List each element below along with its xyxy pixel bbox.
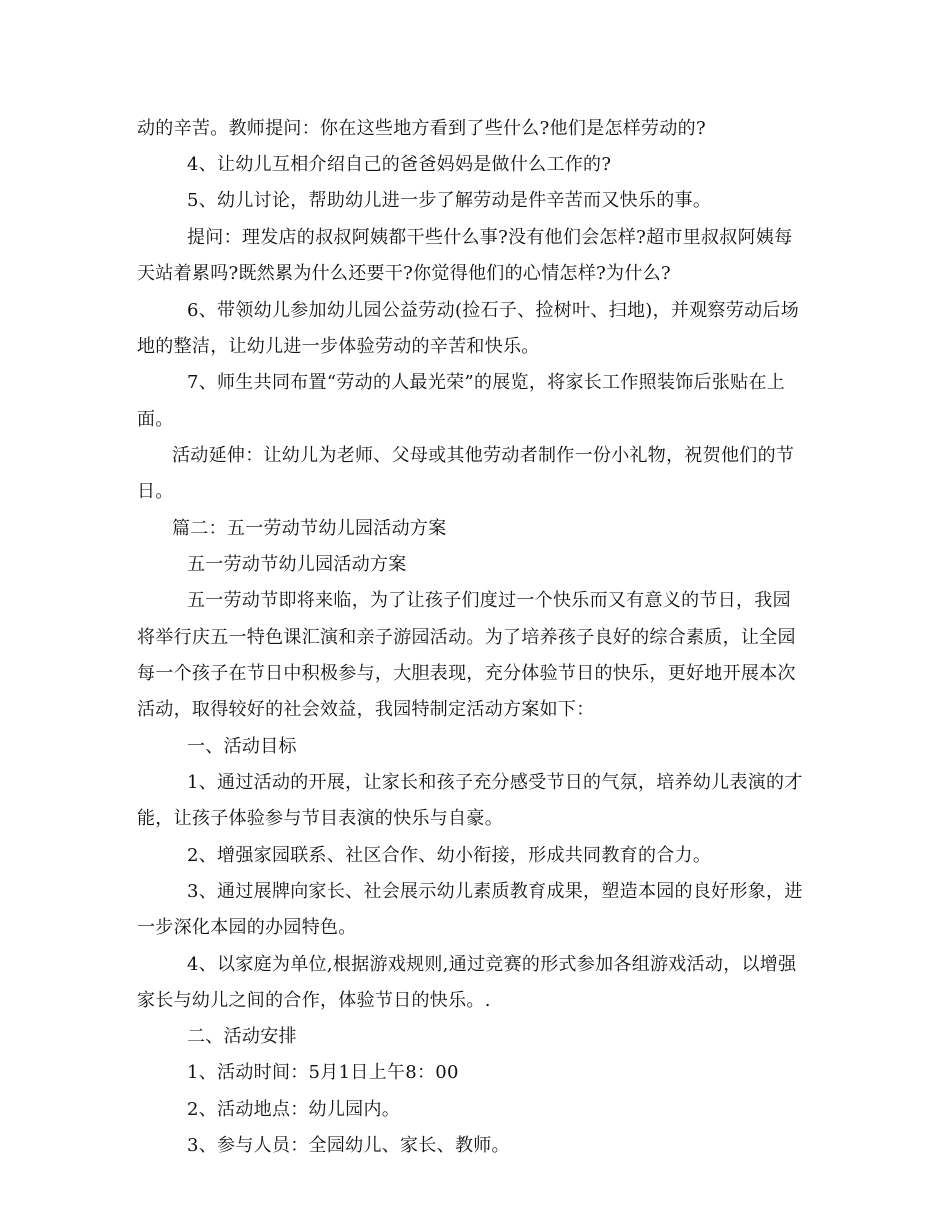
text-line: 面。: [137, 409, 174, 430]
text-line: 7、师生共同布置“劳动的人最光荣”的展览，将家长工作照装饰后张贴在上: [187, 372, 786, 393]
text-line: 5、幼儿讨论，帮助幼儿进一步了解劳动是件辛苦而又快乐的事。: [187, 190, 712, 211]
text-line: 能，让孩子体验参与节目表演的快乐与自豪。: [137, 808, 503, 829]
text-line: 天站着累吗?既然累为什么还要干?你觉得他们的心情怎样?为什么?: [137, 263, 671, 284]
section-title: 五一劳动节幼儿园活动方案: [187, 554, 407, 575]
text-line: 将举行庆五一特色课汇演和亲子游园活动。为了培养孩子良好的综合素质，让全园: [137, 627, 796, 648]
subheading: 一、活动目标: [187, 736, 297, 757]
text-line: 4、以家庭为单位,根据游戏规则,通过竞赛的形式参加各组游戏活动，以增强: [187, 954, 797, 975]
text-line: 活动，取得较好的社会效益，我园特制定活动方案如下：: [137, 699, 595, 720]
text-line: 2、活动地点：幼儿园内。: [187, 1099, 401, 1120]
text-line: 2、增强家园联系、社区合作、幼小衔接，形成共同教育的合力。: [187, 845, 712, 866]
text-line: 五一劳动节即将来临，为了让孩子们度过一个快乐而又有意义的节日，我园: [187, 590, 791, 611]
text-line: 6、带领幼儿参加幼儿园公益劳动(捡石子、捡树叶、扫地)，并观察劳动后场: [187, 300, 799, 321]
text-line: 地的整洁，让幼儿进一步体验劳动的辛苦和快乐。: [137, 336, 540, 357]
text-line: 日。: [137, 481, 174, 502]
text-line: 提问：理发店的叔叔阿姨都干些什么事?没有他们会怎样?超市里叔叔阿姨每: [187, 227, 793, 248]
text-line: 3、参与人员：全园幼儿、家长、教师。: [187, 1135, 510, 1156]
section-heading: 篇二：五一劳动节幼儿园活动方案: [172, 518, 447, 539]
text-line: 家长与幼儿之间的合作，体验节日的快乐。.: [137, 990, 491, 1011]
text-line: 1、活动时间：5月1日上午8：00: [187, 1062, 459, 1083]
text-line: 4、让幼儿互相介绍自己的爸爸妈妈是做什么工作的?: [187, 154, 612, 175]
text-line: 3、通过展牌向家长、社会展示幼儿素质教育成果，塑造本园的良好形象，进: [187, 881, 803, 902]
text-line: 1、通过活动的开展，让家长和孩子充分感受节日的气氛，培养幼儿表演的才: [187, 772, 803, 793]
text-line: 每一个孩子在节日中积极参与，大胆表现，充分体验节日的快乐，更好地开展本次: [137, 663, 796, 684]
text-line: 一步深化本园的办园特色。: [137, 917, 357, 938]
text-line: 动的辛苦。教师提问：你在这些地方看到了些什么?他们是怎样劳动的?: [137, 118, 706, 139]
text-line: 活动延伸：让幼儿为老师、父母或其他劳动者制作一份小礼物，祝贺他们的节: [172, 445, 795, 466]
subheading: 二、活动安排: [187, 1026, 297, 1047]
